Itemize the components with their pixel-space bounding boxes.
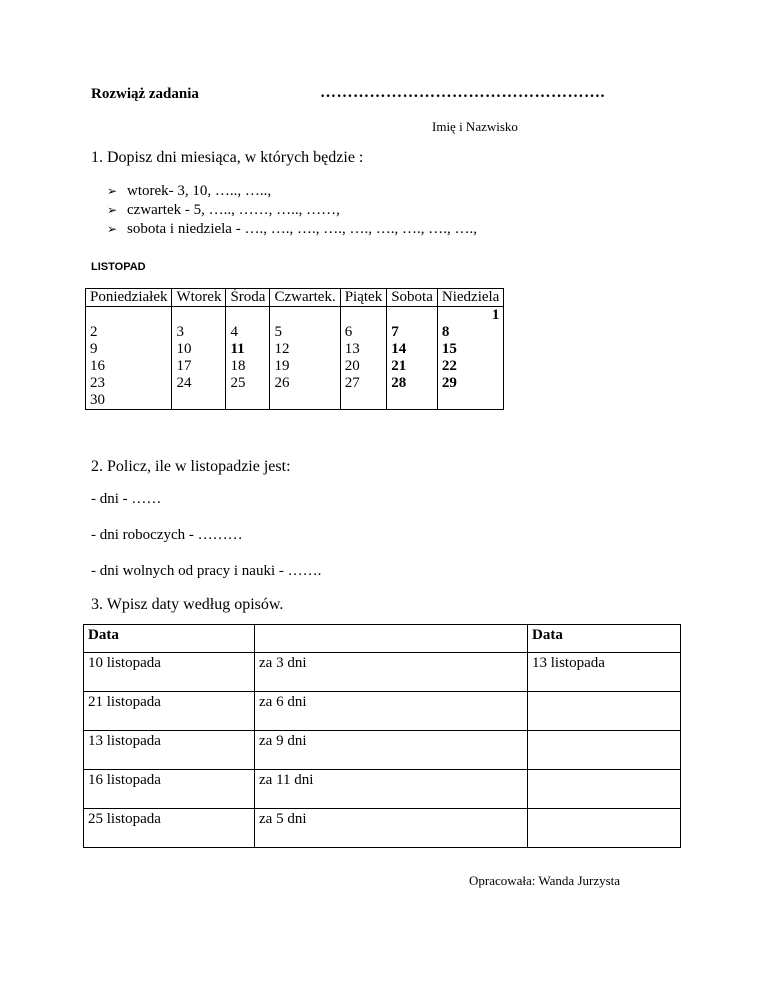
day-column: [340, 307, 387, 410]
calendar-day: 26: [274, 375, 290, 391]
table-row: [84, 692, 681, 731]
calendar-month-label: LISTOPAD: [91, 261, 146, 273]
offset: za 11 dni: [259, 772, 314, 788]
calendar-day: 10: [176, 341, 192, 357]
calendar-day: [391, 392, 433, 409]
list-item: [107, 201, 477, 220]
weekday-header: Piątek: [340, 289, 387, 307]
task3-heading: 3. Wpisz daty według opisów.: [91, 596, 284, 613]
calendar-day: 22: [441, 358, 457, 374]
calendar-day: [274, 392, 335, 409]
calendar-day: [442, 392, 499, 409]
calendar-day: 20: [344, 358, 360, 374]
start-date: 25 listopada: [88, 811, 161, 827]
dates-header-row: [84, 625, 681, 653]
arrow-bullet-icon: ➢: [107, 184, 118, 198]
calendar-day: [176, 307, 221, 324]
weekday-header: Czwartek.: [270, 289, 340, 307]
calendar-day: 5: [274, 324, 282, 340]
offset: za 9 dni: [259, 733, 307, 749]
task2-line: - dni roboczych - ………: [91, 527, 243, 543]
calendar-day: 2: [90, 324, 98, 340]
calendar-day: [176, 392, 221, 409]
calendar-day: 7: [391, 324, 399, 340]
calendar-day: [391, 307, 433, 324]
calendar-day: 30: [90, 392, 105, 408]
calendar-days-row: [86, 307, 504, 410]
offset: za 3 dni: [259, 655, 307, 671]
date-column-header: Data: [84, 625, 255, 653]
task1-bullet-list: [107, 182, 477, 239]
day-column: [172, 307, 226, 410]
weekday-header: Sobota: [387, 289, 438, 307]
answer-cell: [532, 770, 676, 772]
calendar-day: 11: [230, 341, 245, 357]
offset-column-header: [255, 625, 528, 653]
day-column: [226, 307, 270, 410]
task2-line: - dni wolnych od pracy i nauki - …….: [91, 563, 322, 579]
calendar-day: [90, 307, 167, 324]
start-date: 21 listopada: [88, 694, 161, 710]
calendar-day: 23: [90, 375, 105, 391]
calendar-day: 13: [344, 341, 360, 357]
list-item: [107, 220, 477, 239]
calendar-day: 12: [274, 341, 290, 357]
answer-cell: 13 listopada: [532, 655, 605, 671]
calendar-day: 27: [344, 375, 360, 391]
start-date: 13 listopada: [88, 733, 161, 749]
calendar-day: 1: [491, 307, 500, 323]
calendar-day: [230, 392, 265, 409]
bullet-text: sobota i niedziela - …., …., …., …., …., …., …., …., ….,: [127, 221, 477, 237]
weekday-header: Niedziela: [437, 289, 503, 307]
calendar-day: 16: [90, 358, 105, 374]
offset: za 6 dni: [259, 694, 307, 710]
task1-heading: 1. Dopisz dni miesiąca, w których będzie :: [91, 149, 364, 166]
answer-cell: [532, 731, 676, 733]
calendar-day: 28: [391, 375, 407, 391]
worksheet-title: Rozwiąż zadania: [91, 86, 199, 102]
task2-line: - dni - ……: [91, 491, 162, 507]
calendar-day: [345, 392, 383, 409]
day-column: [270, 307, 340, 410]
calendar-day: 8: [441, 324, 450, 340]
calendar-table: [85, 288, 504, 410]
calendar-header-row: [86, 289, 504, 307]
calendar-day: [230, 307, 265, 324]
start-date: 16 listopada: [88, 772, 161, 788]
calendar-day: 14: [391, 341, 407, 357]
calendar-day: 21: [391, 358, 407, 374]
table-row: [84, 809, 681, 848]
day-column: [86, 307, 172, 410]
calendar-day: 17: [176, 358, 192, 374]
day-column: [437, 307, 503, 410]
calendar-day: 19: [274, 358, 290, 374]
calendar-day: 18: [230, 358, 246, 374]
answer-cell: [532, 809, 676, 811]
table-row: [84, 653, 681, 692]
weekday-header: Środa: [226, 289, 270, 307]
calendar-day: 4: [230, 324, 238, 340]
calendar-day: 15: [441, 341, 457, 357]
list-item: [107, 182, 477, 201]
name-label: Imię i Nazwisko: [432, 119, 518, 134]
answer-column-header: Data: [528, 625, 681, 653]
arrow-bullet-icon: ➢: [107, 203, 118, 217]
task2-heading: 2. Policz, ile w listopadzie jest:: [91, 458, 291, 475]
calendar-day: 6: [344, 324, 353, 340]
calendar-day: 9: [90, 341, 98, 357]
bullet-text: czwartek - 5, ….., ……, ….., ……,: [127, 202, 340, 218]
author-credit: Opracowała: Wanda Jurzysta: [469, 873, 621, 888]
bullet-text: wtorek- 3, 10, ….., …..,: [127, 183, 272, 199]
calendar-day: 24: [176, 375, 192, 391]
answer-cell: [532, 692, 676, 694]
calendar-day: 29: [441, 375, 457, 391]
weekday-header: Wtorek: [172, 289, 226, 307]
calendar-day: 25: [230, 375, 246, 391]
calendar-day: [274, 307, 335, 324]
calendar-day: [345, 307, 383, 324]
dates-table: [83, 624, 681, 848]
table-row: [84, 770, 681, 809]
table-row: [84, 731, 681, 770]
calendar-day: 3: [176, 324, 184, 340]
arrow-bullet-icon: ➢: [107, 222, 118, 236]
offset: za 5 dni: [259, 811, 307, 827]
day-column: [387, 307, 438, 410]
start-date: 10 listopada: [88, 655, 161, 671]
name-line: …………………………………………….: [320, 84, 605, 101]
weekday-header: Poniedziałek: [86, 289, 172, 307]
